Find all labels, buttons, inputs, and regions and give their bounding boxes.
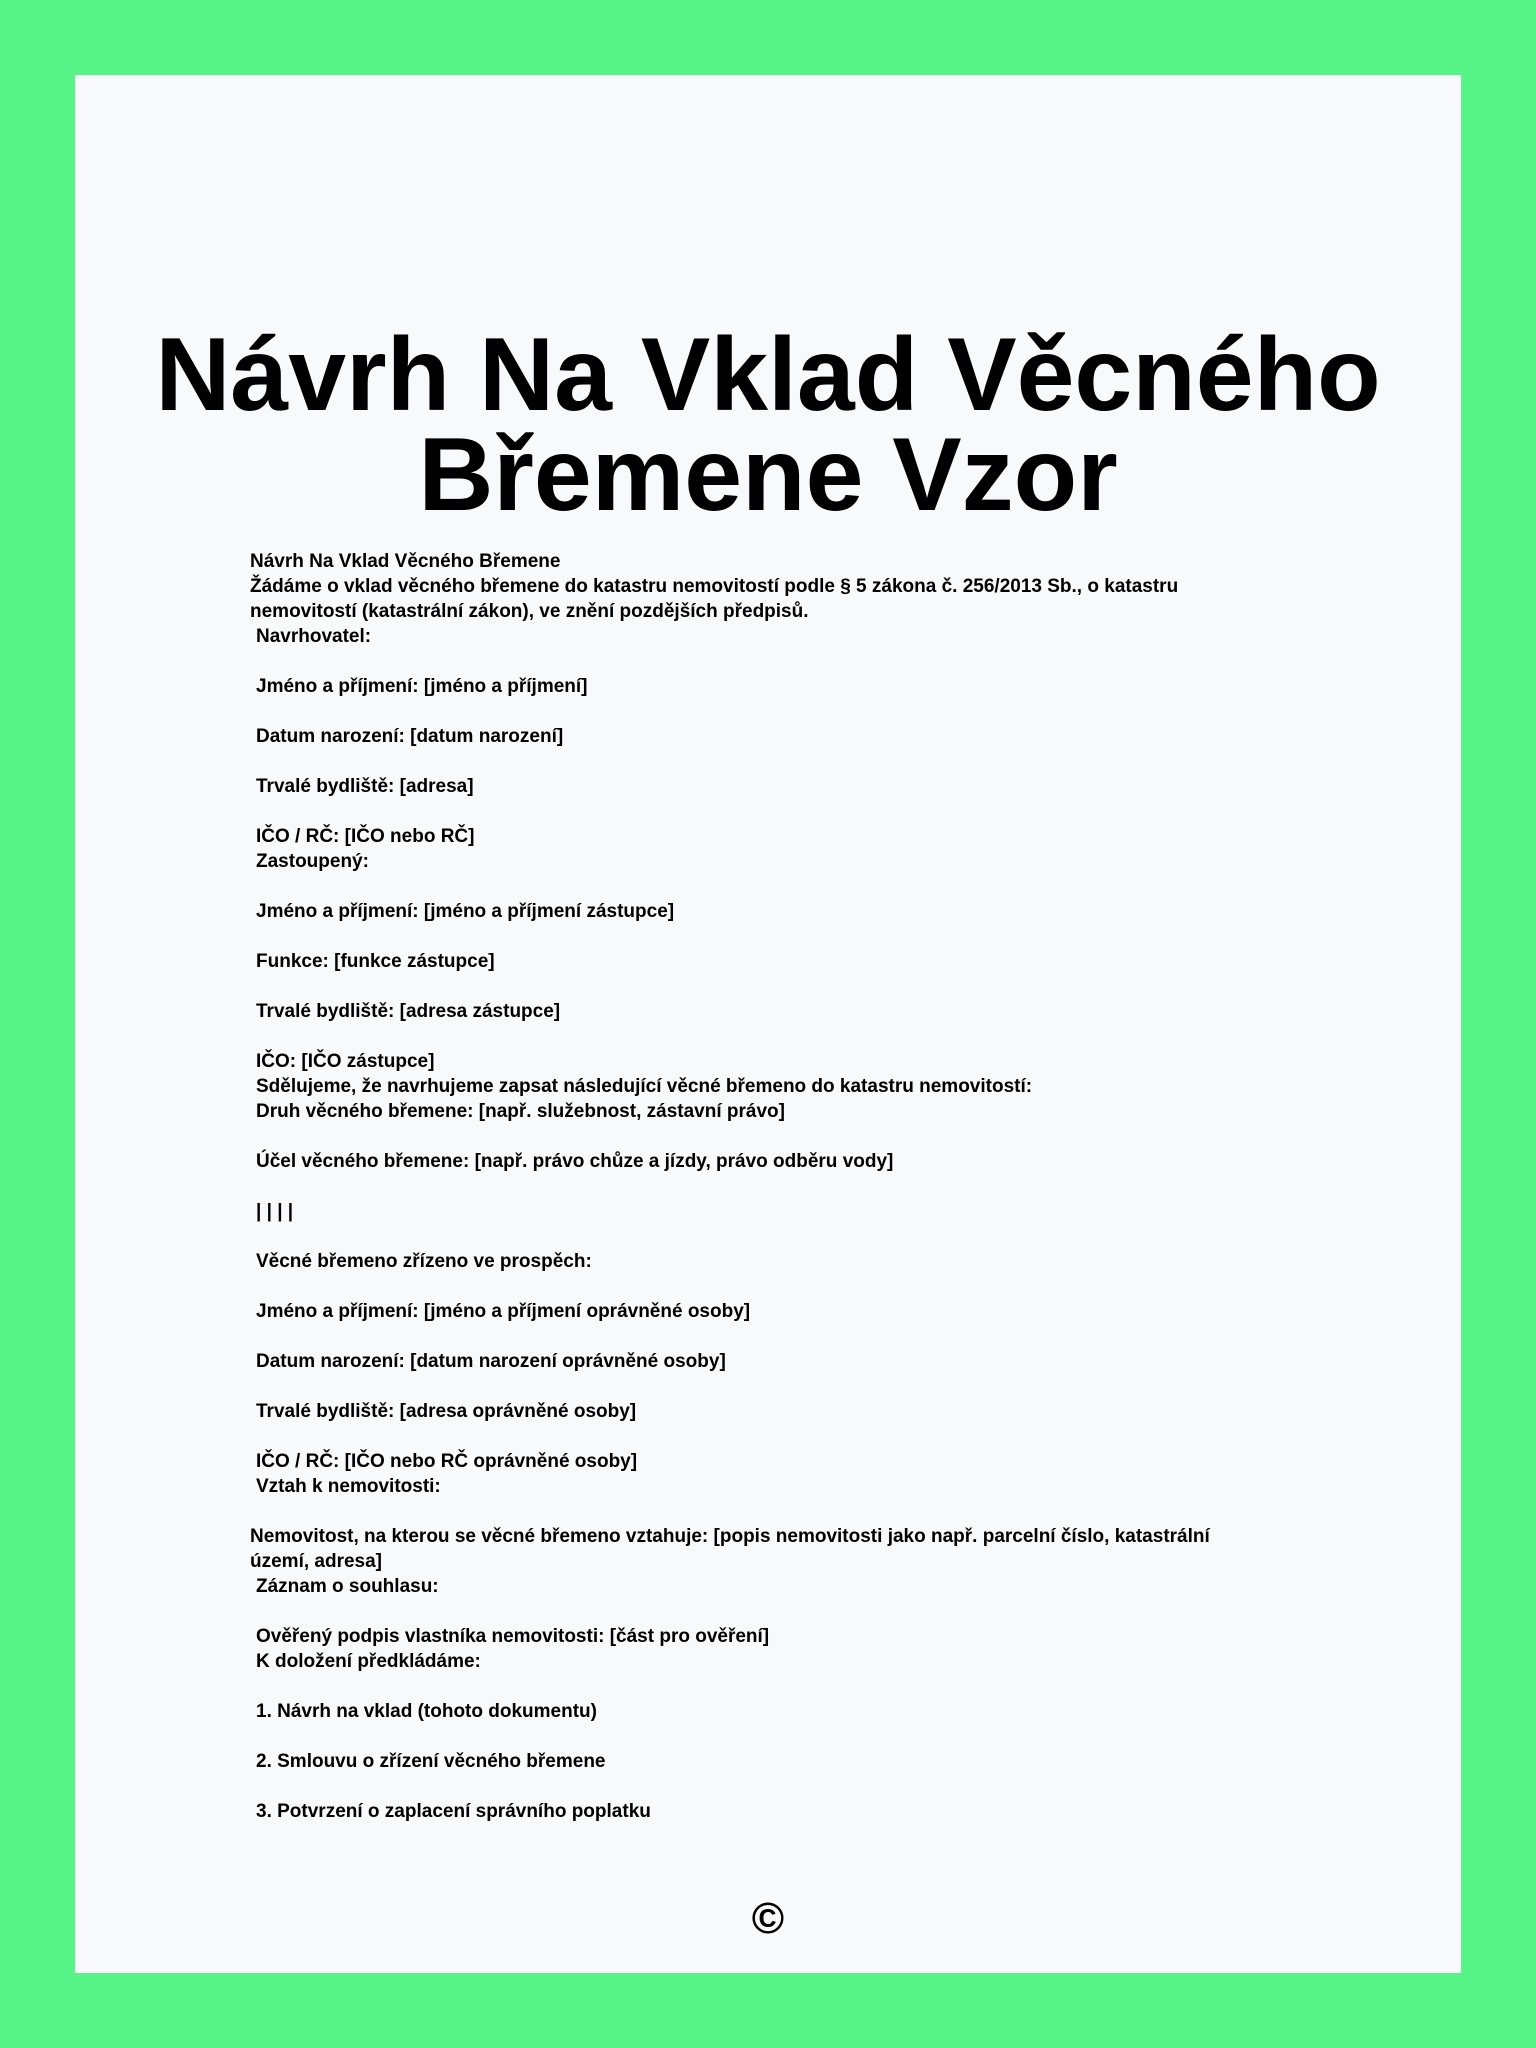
applicant-id: IČO / RČ: [IČO nebo RČ] <box>256 826 475 847</box>
beneficiary-id: IČO / RČ: [IČO nebo RČ oprávněné osoby] <box>256 1451 638 1472</box>
beneficiary-name: Jméno a příjmení: [jméno a příjmení oprávněné osoby] <box>256 1301 751 1322</box>
copyright-icon: © <box>751 1894 785 1943</box>
property-line-1: Nemovitost, na kterou se věcné břemeno vztahuje: [popis nemovitosti jako např. parcelní číslo, katastrální <box>250 1526 1210 1547</box>
representative-function: Funkce: [funkce zástupce] <box>256 951 495 972</box>
representative-heading: Zastoupený: <box>256 851 369 872</box>
document-page <box>75 75 1461 1973</box>
applicant-heading: Navrhovatel: <box>256 626 372 647</box>
title-line-1: Návrh Na Vklad Věcného <box>155 317 1381 433</box>
property-line-2: území, adresa] <box>250 1551 382 1572</box>
attachments-heading: K doložení předkládáme: <box>256 1651 481 1672</box>
intro-line-1: Žádáme o vklad věcného břemene do katastru nemovitostí podle § 5 zákona č. 256/2013 Sb., o katastru <box>250 576 1179 597</box>
attachment-item: 1. Návrh na vklad (tohoto dokumentu) <box>256 1701 597 1722</box>
applicant-birth: Datum narození: [datum narození] <box>256 726 564 747</box>
easement-statement: Sdělujeme, že navrhujeme zapsat následující věcné břemeno do katastru nemovitostí: <box>256 1076 1033 1097</box>
representative-address: Trvalé bydliště: [adresa zástupce] <box>256 1001 561 1022</box>
easement-purpose: Účel věcného břemene: [např. právo chůze a jízdy, právo odběru vody] <box>256 1151 894 1172</box>
title-line-2: Břemene Vzor <box>418 417 1118 533</box>
attachment-item: 3. Potvrzení o zaplacení správního poplatku <box>256 1801 651 1822</box>
document-body <box>250 549 1290 1824</box>
beneficiary-address: Trvalé bydliště: [adresa oprávněné osoby] <box>256 1401 637 1422</box>
representative-id: IČO: [IČO zástupce] <box>256 1051 435 1072</box>
consent-signature: Ověřený podpis vlastníka nemovitosti: [část pro ověření] <box>256 1626 770 1647</box>
attachment-item: 2. Smlouvu o zřízení věcného břemene <box>256 1751 606 1772</box>
document-title <box>75 317 1461 533</box>
easement-type: Druh věcného břemene: [např. služebnost, zástavní právo] <box>256 1101 785 1122</box>
easement-separator: | | | | <box>256 1201 294 1222</box>
applicant-name: Jméno a příjmení: [jméno a příjmení] <box>256 676 588 697</box>
beneficiary-birth: Datum narození: [datum narození oprávněné osoby] <box>256 1351 726 1372</box>
form-heading: Návrh Na Vklad Věcného Břemene <box>250 551 561 572</box>
property-heading: Vztah k nemovitosti: <box>256 1476 441 1497</box>
consent-heading: Záznam o souhlasu: <box>256 1576 439 1597</box>
intro-line-2: nemovitostí (katastrální zákon), ve znění pozdějších předpisů. <box>250 601 809 622</box>
beneficiary-heading: Věcné břemeno zřízeno ve prospěch: <box>256 1251 592 1272</box>
applicant-address: Trvalé bydliště: [adresa] <box>256 776 474 797</box>
representative-name: Jméno a příjmení: [jméno a příjmení zástupce] <box>256 901 675 922</box>
